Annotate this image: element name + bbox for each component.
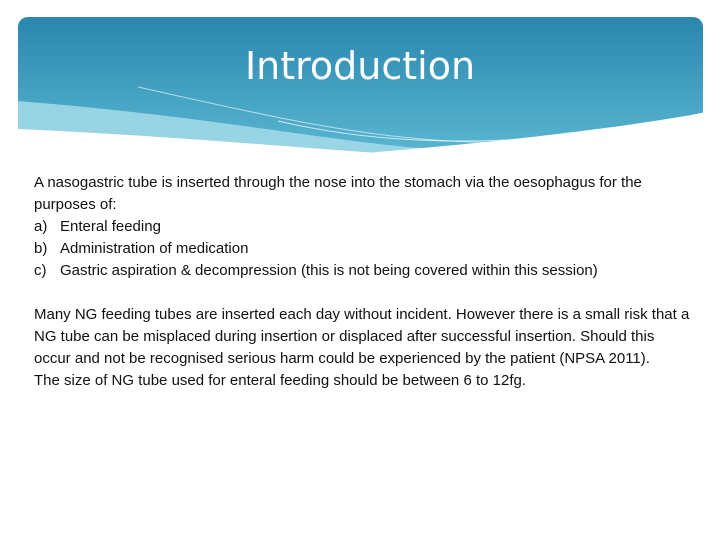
list-item — [34, 238, 694, 260]
tube-size-paragraph: The size of NG tube used for enteral feeding should be between 6 to 12fg. — [34, 372, 526, 389]
list-item-text: Enteral feeding — [60, 218, 161, 235]
slide-body — [34, 172, 694, 392]
list-item-text: Administration of medication — [60, 240, 249, 257]
intro-paragraph: A nasogastric tube is inserted through the nose into the stomach via the oesophagus for the purposes of: — [34, 174, 642, 213]
list-marker: c) — [34, 262, 47, 279]
slide-title: Introduction — [244, 44, 476, 88]
list-item-text: Gastric aspiration & decompression (this is not being covered within this session) — [60, 262, 598, 279]
list-item — [34, 216, 694, 238]
risk-paragraph: Many NG feeding tubes are inserted each day without incident. However there is a small risk that a NG tube can be misplaced during insertion or displaced after successful insertion. Should this occur and not be recognised serious harm could be experienced by the patient (NPSA 2011). — [34, 306, 690, 367]
purposes-list — [34, 216, 694, 282]
list-marker: a) — [34, 218, 48, 235]
list-item — [34, 260, 694, 282]
list-marker: b) — [34, 240, 48, 257]
